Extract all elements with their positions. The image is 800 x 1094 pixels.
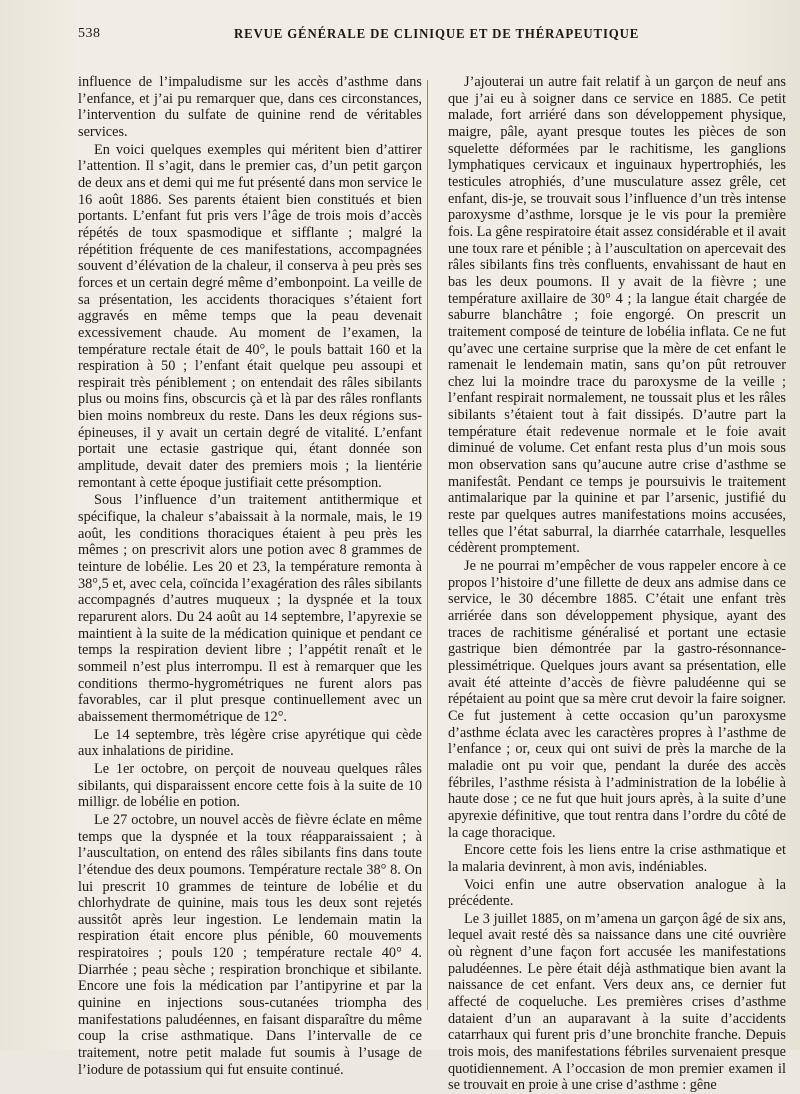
paragraph: Voici enfin une autre observation analogue à la précédente. (448, 876, 786, 910)
paragraph: J’ajouterai un autre fait relatif à un garçon de neuf ans que j’ai eu à soigner dans ce service en 1885. Ce petit malade, fort arriéré dans son développement physique, maigre, pâle, ayant presque toutes les pièces de son squelette déformées par le rachitisme, les ganglions lymphatiques cervicaux et inguinaux hypertrophiés, les testicules atrophiés, d’une musculature assez grêle, cet enfant, dis-je, se trouvait sous l’influence d’un très intense paroxysme d’asthme, lorsque je le vis pour la première fois. La gêne respiratoire était assez considérable et il avait une toux rare et pénible ; à l’auscultation on apercevait des râles sibilants fins très confluents, envahissant de haut en bas les deux poumons. Il y avait de la fièvre ; une température axillaire de 30° 4 ; la langue était chargée de saburre blanchâtre ; foie engorgé. On prescrit un traitement composé de teinture de lobélia inflata. Ce ne fut qu’avec une certaine surprise que la mère de cet enfant le ramenait le lendemain matin, sans qu’on pût retrouver chez lui la moindre trace du paroxysme de la veille ; l’enfant respirait normalement, ne toussait plus et les râles sibilants s’étaient tout à fait dissipés. D’autre part la température était redevenue normale et le foie avait diminué de volume. Cet enfant resta plus d’un mois sous mon observation sans qu’aucune autre crise d’asthme se manifestât. Pendant ce temps je poursuivis le traitement antimalarique par la quinine et par l’arsenic, justifié du reste par quelques autres manifestations moins accusées, telles que l’état saburral, la diarrhée catarrhale, lesquelles cédèrent promptement. (448, 74, 786, 557)
running-head (78, 26, 760, 44)
paragraph: Le 1er octobre, on perçoit de nouveau quelques râles sibilants, qui disparaissent encore cette fois à la suite de 10 milligr. de lobélie en potion. (78, 760, 422, 811)
right-column (448, 74, 786, 1094)
paragraph: Le 27 octobre, un nouvel accès de fièvre éclate en même temps que la dyspnée et la toux réapparaissaient ; à l’auscultation, on entend des râles sibilants fins dans toute l’étendue des deux poumons. Température rectale 38° 8. On lui prescrit 10 grammes de teinture de lobélie et du chlorhydrate de quinine, mais tous les deux sont rejetés aussitôt après leur ingestion. Le lendemain matin la respiration était encore plus pénible, 60 mouvements respiratoires ; pouls 120 ; température rectale 40° 4. Diarrhée ; peau sèche ; respiration bronchique et sibilante. Encore une fois la médication par l’antipyrine et par la quinine en injections sous-cutanées triompha des manifestations paludéennes, en faisant disparaître du même coup la crise asthmatique. Dans l’intervalle de ce traitement, notre petit malade fut soumis à l’usage de l’iodure de potassium qui fut ensuite continué. (78, 811, 422, 1078)
paragraph: influence de l’impaludisme sur les accès d’asthme dans l’enfance, et j’ai pu remarquer que, dans ces circonstances, l’intervention du sulfate de quinine rend de véritables services. (78, 74, 422, 140)
paragraph: Le 3 juillet 1885, on m’amena un garçon âgé de six ans, lequel avait resté dès sa naissance dans une cité ouvrière où règnent d’une façon fort accusée les manifestations paludéennes. Le père était déjà asthmatique bien avant la naissance de cet enfant. Vers deux ans, ce dernier fut affecté de coqueluche. Les premières crises d’asthme dataient d’un an auparavant à la suite d’accidents catarrhaux qui furent pris d’une bronchite franche. Depuis trois mois, des manifestations fébriles survenaient presque quotidiennement. A l’occasion de mon premier examen il se trouvait en proie à une crise d’asthme : gêne (448, 910, 786, 1094)
paragraph: En voici quelques exemples qui méritent bien d’attirer l’attention. Il s’agit, dans le premier cas, d’un petit garçon de deux ans et demi qui me fut présenté dans mon service le 16 août 1886. Ses parents étaient bien constitués et bien portants. L’enfant fut pris vers l’âge de trois mois d’accès répétés de toux spasmodique et sifflante ; malgré la répétition fréquente de ces manifestations, accompagnées souvent d’élévation de la chaleur, il conserva à peu près ses forces et un certain degré même d’embonpoint. La veille de sa présentation, les accidents thoraciques s’étaient fort aggravés en même temps que la peau devenait excessivement chaude. Au moment de l’examen, la température rectale était de 40°, le pouls battait 160 et la respiration à 50 ; l’enfant était quelque peu assoupi et respirait très péniblement ; on entendait des râles sibilants plus ou moins fins, obscurcis çà et là par des râles ronflants bien moins nombreux du reste. Dans les deux régions sus-épineuses, il y avait un certain degré de vitalité. L’enfant portait une ectasie gastrique qui, étant donnée son amplitude, devait dater des premiers mois ; la lientérie remontant à cette époque justifiait cette présomption. (78, 141, 422, 491)
page-number: 538 (78, 26, 101, 41)
paragraph: Je ne pourrai m’empêcher de vous rappeler encore à ce propos l’histoire d’une fillette de deux ans admise dans ce service, le 30 décembre 1885. C’était une enfant très arriérée dans son développement physique, ayant des traces de rachitisme généralisé et portant une ectasie gastrique bien démontrée par la gastro-résonnance-plessimétrique. Quelques jours avant sa présentation, elle avait été atteinte d’accès de fièvre paludéenne qui se répétaient au point que sa mère crut devoir la faire soigner. Ce fut justement à cette occasion qu’un paroxysme d’asthme éclata avec les caractères propres à l’asthme de l’enfance ; or, ceux qui ont suivi de près la marche de la maladie ont pu voir que, pendant la durée des accès fébriles, l’asthme résista à l’administration de la lobélie à haute dose ; ce ne fut que huit jours après, à la suite d’une apyrexie définitive, que tout rentra dans l’ordre du côté de la cage thoracique. (448, 558, 786, 841)
paragraph: Encore cette fois les liens entre la crise asthmatique et la malaria devinrent, à mon avis, indéniables. (448, 842, 786, 875)
paragraph: Le 14 septembre, très légère crise apyrétique qui cède aux inhalations de piridine. (78, 726, 422, 760)
column-divider (427, 80, 428, 1010)
journal-title: REVUE GÉNÉRALE DE CLINIQUE ET DE THÉRAPEUTIQUE (234, 26, 640, 41)
left-column (78, 74, 422, 1078)
paragraph: Sous l’influence d’un traitement antithermique et spécifique, la chaleur s’abaissait à la normale, mais, le 19 août, les conditions thoraciques étaient à peu près les mêmes ; on prescrivit alors une potion avec 8 grammes de teinture de lobélie. Les 20 et 23, la température remonta à 38°,5 et, avec cela, coïncida l’exagération des râles sibilants accompagnés d’autres muqueux ; la dyspnée et la toux reparurent alors. Du 24 août au 14 septembre, l’apyrexie se maintient à la suite de la médication quinique et pendant ce temps la respiration devient libre ; l’appétit renaît et le sommeil n’est plus interrompu. Il est à remarquer que les conditions thermo-hygrométriques ne furent alors pas favorables, car il plut presque continuellement avec un abaissement thermométrique de 12°. (78, 492, 422, 725)
